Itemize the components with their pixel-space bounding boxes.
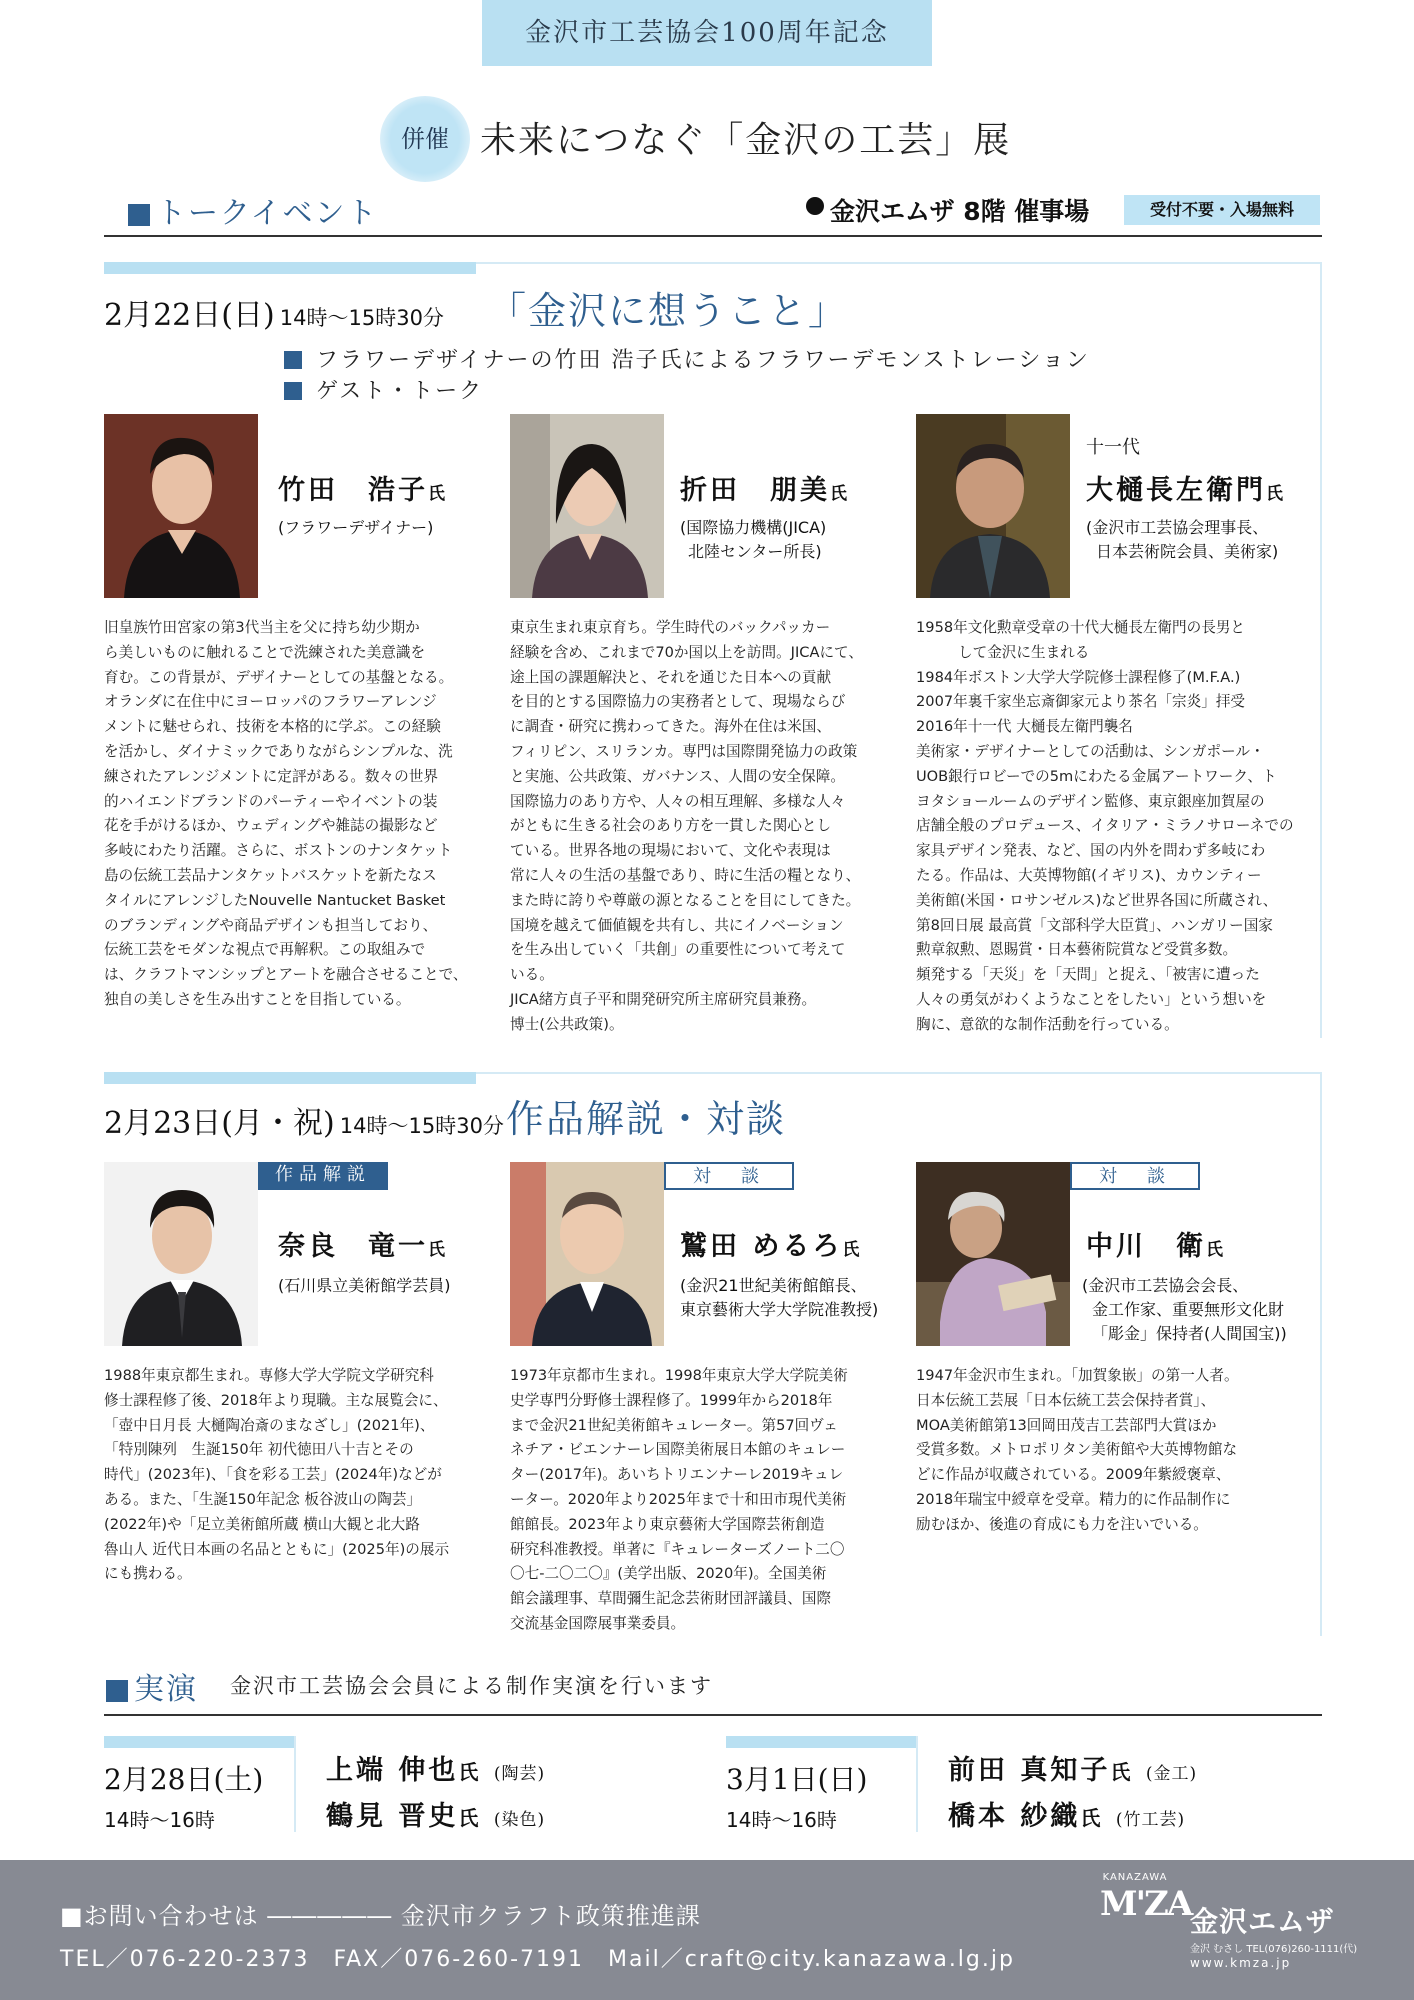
heading-square-icon <box>128 204 150 226</box>
person-name-nara: 奈良 竜一氏 <box>278 1231 445 1262</box>
person-role-nara: (石川県立美術館学芸員) <box>278 1276 451 1295</box>
person-name-orita: 折田 朋美氏 <box>680 475 847 506</box>
demo-day1-date: 2月28日(土) <box>104 1763 264 1796</box>
demo-day2-tab <box>726 1736 916 1748</box>
demo-heading <box>106 1664 198 1708</box>
demo-day1-divider <box>294 1736 296 1832</box>
demo-day2-date: 3月1日(日) <box>726 1763 868 1796</box>
venue-bullet-icon <box>806 197 824 215</box>
logo-mark: M'ZA <box>1100 1884 1192 1924</box>
demo-day1-time: 14時〜16時 <box>104 1808 215 1832</box>
store-url: www.kmza.jp <box>1190 1956 1292 1970</box>
portrait-takeda <box>104 414 258 598</box>
person-name-washida: 鷲田 めるろ氏 <box>680 1231 860 1262</box>
event1-datetime <box>104 290 444 334</box>
event2-date-tab <box>104 1072 476 1084</box>
cohost-badge: 併催 <box>380 96 470 182</box>
logo-small-text: KANAZAWA <box>1102 1872 1168 1883</box>
talk-event-heading <box>128 188 379 232</box>
portrait-orita <box>510 414 664 598</box>
contact-line: TEL／076-220-2373 FAX／076-260-7191 Mail／craft@city.kanazawa.lg.jp <box>60 1947 1015 1972</box>
event1-bullet-2-text: ゲスト・トーク <box>316 379 484 404</box>
demo-day2-time: 14時〜16時 <box>726 1808 837 1832</box>
demo-rule <box>104 1714 1322 1716</box>
portrait-nara <box>104 1162 258 1346</box>
artist-hashimoto: 橋本 紗織氏 (竹工芸) <box>948 1801 1186 1832</box>
person-role-takeda: (フラワーデザイナー) <box>278 518 434 537</box>
bio-washida: 1973年京都市生まれ。1998年東京大学大学院美術 史学専門分野修士課程修了。1999年から2018年 まで金沢21世紀美術館キュレーター。第57回ヴェ ネチア・ビエンナーレ国際美術展日本館のキュレー ター(2017年)。あいちトリエンナーレ2019キュレ ーター。2020年より2025年まで十和田市現代美術 館館長。2023年より東京藝術大学国際芸術創造 研究科准教授。単著に『キュレーターズノート二〇 〇七-二〇二〇』(美学出版、2020年)。全国美術 館会議理事、草間彌生記念芸術財団評議員、国際 交流基金国際展事業委員。 <box>510 1367 848 1632</box>
portrait-nakagawa <box>916 1162 1070 1346</box>
bio-orita: 東京生まれ東京育ち。学生時代のバックパッカー 経験を含め、これまで70か国以上を訪問。JICAにて、 途上国の課題解決と、それを通じた日本への貢献 を目的とする国際協力の実務者として、現場ならび に調査・研究に携わってきた。海外在住は米国、 フィリピン、スリランカ。専門は国際開発協力の政策 と実施、公共政策、ガバナンス、人間の安全保障。 国際協力のあり方や、人々の相互理解、多様な人々 がともに生きる社会のあり方を一貫した関心とし ている。世界各地の現場において、文化や表現は 常に人々の生活の基盤であり、時に生活の糧となり、 また時に誇りや尊厳の源となることを目にしてきた。 国境を越えて価値観を共有し、共にイノベーション を生み出していく「共創」の重要性について考えて いる。 JICA緒方貞子平和開発研究所主席研究員兼務。 博士(公共政策)。 <box>510 619 863 1033</box>
event1-bullet-1-text: フラワーデザイナーの竹田 浩子氏によるフラワーデモンストレーション <box>316 348 1090 373</box>
portrait-washida <box>510 1162 664 1346</box>
venue-text: 金沢エムザ 8階 催事場 <box>830 197 1090 226</box>
exhibition-title: 未来につなぐ「金沢の工芸」展 <box>480 120 1012 161</box>
demo-day2-divider <box>916 1736 918 1832</box>
store-name: 金沢エムザ <box>1190 1905 1335 1938</box>
person-name-nakagawa: 中川 衛氏 <box>1086 1231 1223 1262</box>
event2-datetime <box>104 1098 504 1142</box>
tag-dialogue-washida: 対 談 <box>664 1162 794 1190</box>
event1-title: 「金沢に想うこと」 <box>488 289 849 333</box>
event1-bullet-2 <box>284 374 483 405</box>
event2-date: 2月23日(月・祝) <box>104 1106 335 1141</box>
tag-dialogue-nakagawa: 対 談 <box>1070 1162 1200 1190</box>
bio-nara: 1988年東京都生まれ。専修大学大学院文学研究科 修士課程修了後、2018年より現職。主な展覧会に、 「壺中日月長 大樋陶冶斎のまなざし」(2021年)、 「特別陳列 生誕150年 初代徳田八十吉とその 時代」(2023年)、「食を彩る工芸」(2024年)などが ある。また、「生誕150年記念 板谷波山の陶芸」 (2022年)や「足立美術館所蔵 横山大観と北大路 魯山人 近代日本画の名品とともに」(2025年)の展示 にも携わる。 <box>104 1367 450 1583</box>
bio-ohi: 1958年文化勲章受章の十代大樋長左衛門の長男と して金沢に生まれる 1984年ボストン大学大学院修士課程修了(M.F.A.) 2007年裏千家坐忘斎御家元より茶名「宗炎」拝受 2016年十一代 大樋長左衛門襲名 美術家・デザイナーとしての活動は、シンガポール・ UOB銀行ロビーでの5mにわたる金属アートワーク、ト ヨタショールームのデザイン監修、東京銀座加賀屋の 店舗全般のプロデュース、イタリア・ミラノサローネでの 家具デザイン発表、など、国の内外を問わず多岐にわ たる。作品は、大英博物館(イギリス)、カウンティー 美術館(米国・ロサンゼルス)など世界各国に所蔵され、 第8回日展 最高賞「文部科学大臣賞」、ハンガリー国家 勲章叙勲、恩賜賞・日本藝術院賞など受賞多数。 頻発する「天災」を「天問」と捉え、「被害に遭った 人々の勇気がわくようなことをしたい」という想いを 胸に、意欲的な制作活動を行っている。 <box>916 619 1294 1033</box>
artist-maeda: 前田 真知子氏 (金工) <box>948 1755 1198 1786</box>
person-name-ohi: 大樋長左衛門氏 <box>1086 475 1283 506</box>
demo-heading-text: 実演 <box>134 1672 198 1707</box>
person-role-washida: (金沢21世紀美術館館長、 東京藝術大学大学院准教授) <box>680 1276 879 1319</box>
person-role-ohi: (金沢市工芸協会理事長、 日本芸術院会員、美術家) <box>1086 518 1279 561</box>
event1-time: 14時〜15時30分 <box>279 306 444 330</box>
event1-top-line <box>476 262 1322 264</box>
artist-uebata: 上端 伸也氏 (陶芸) <box>326 1755 546 1786</box>
store-sub: 金沢 むさし TEL(076)260-1111(代) <box>1190 1944 1358 1955</box>
demo-day1-tab <box>104 1736 294 1748</box>
event1-bullet-1 <box>284 343 1090 374</box>
tag-commentary: 作品解説 <box>258 1162 388 1190</box>
event1-date: 2月22日(日) <box>104 298 275 333</box>
header-rule <box>104 235 1322 237</box>
bio-nakagawa: 1947年金沢市生まれ。「加賀象嵌」の第一人者。 日本伝統工芸展「日本伝統工芸会保持者賞」、 MOA美術館第13回岡田茂吉工芸部門大賞ほか 受賞多数。メトロポリタン美術館や大英博物館な どに作品が収蔵されている。2009年紫綬褒章、 2018年瑞宝中綬章を受章。精力的に作品制作に 励むほか、後進の育成にも力を注いでいる。 <box>916 1367 1239 1533</box>
portrait-ohi <box>916 414 1070 598</box>
person-role-nakagawa: (金沢市工芸協会会長、 金工作家、重要無形文化財 「彫金」保持者(人間国宝)) <box>1082 1276 1287 1343</box>
event2-top-line <box>476 1072 1322 1074</box>
admission-badge: 受付不要・入場無料 <box>1124 195 1320 225</box>
event2-title: 作品解説・対談 <box>506 1097 787 1141</box>
artist-tsurumi: 鶴見 晋史氏 (染色) <box>326 1801 546 1832</box>
mza-logo <box>1100 1868 1400 1988</box>
person-role-orita: (国際協力機構(JICA) 北陸センター所長) <box>680 518 827 561</box>
event1-date-tab <box>104 262 476 274</box>
person-prefix-ohi: 十一代 <box>1086 437 1140 458</box>
heading-square-icon <box>106 1680 128 1702</box>
talk-event-heading-text: トークイベント <box>156 196 379 231</box>
demo-description: 金沢市工芸協会会員による制作実演を行います <box>230 1674 713 1698</box>
person-name-takeda: 竹田 浩子氏 <box>278 475 445 506</box>
bullet-square-icon <box>284 382 302 400</box>
bio-takeda: 旧皇族竹田宮家の第3代当主を父に持ち幼少期か ら美しいものに触れることで洗練された美意識を 育む。この背景が、デザイナーとしての基盤となる。 オランダに在住中にヨーロッパのフラワーアレンジ メントに魅せられ、技術を本格的に学ぶ。この経験 を活かし、ダイナミックでありながらシンプルな、洗 練されたアレンジメントに定評がある。数々の世界 的ハイエンドブランドのパーティーやイベントの装 花を手がけるほか、ウェディングや雑誌の撮影など 多岐にわたり活躍。さらに、ボストンのナンタケット 島の伝統工芸品ナンタケットバスケットを新たなス タイルにアレンジしたNouvelle Nantucket Basket のブランディングや商品デザインも担当しており、 伝統工芸をモダンな視点で再解釈。この取組みで は、クラフトマンシップとアートを融合させることで、 独自の美しさを生み出すことを目指している。 <box>104 619 468 1008</box>
anniversary-banner: 金沢市工芸協会100周年記念 <box>482 0 932 66</box>
bullet-square-icon <box>284 351 302 369</box>
event2-time: 14時〜15時30分 <box>339 1114 504 1138</box>
contact-label: ■お問い合わせは ――――― 金沢市クラフト政策推進課 <box>60 1902 701 1930</box>
